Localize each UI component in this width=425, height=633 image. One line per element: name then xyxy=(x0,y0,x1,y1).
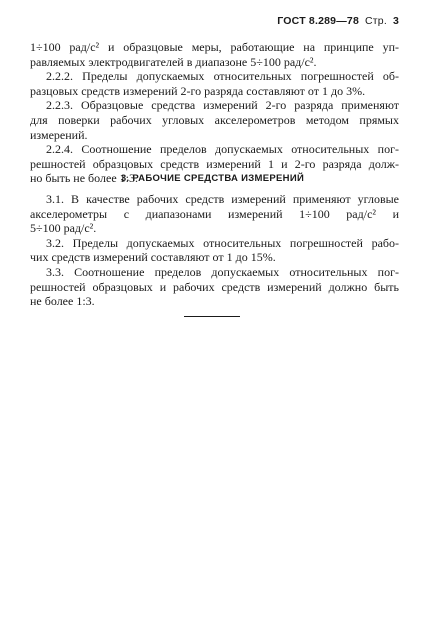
page-label: Стр. xyxy=(365,15,387,27)
text-line: но быть не более 1:3. xyxy=(30,171,138,186)
section-2-text xyxy=(30,40,399,186)
section-3-title: 3. РАБОЧИЕ СРЕДСТВА ИЗМЕРЕНИЙ xyxy=(120,173,305,184)
text-line: не более 1:3. xyxy=(30,294,95,309)
text-line: акселерометры с диапазонами измерений 1÷100 рад/с² и xyxy=(30,206,399,221)
page-header xyxy=(277,15,399,27)
text-line: разцовых средств измерений 2-го разряда составляют от 1 до 3%. xyxy=(30,83,366,98)
text-line: 5÷100 рад/с². xyxy=(30,221,97,236)
page-number: 3 xyxy=(392,15,399,27)
section-3-text xyxy=(30,192,399,309)
closing-rule xyxy=(184,316,240,317)
standard-code: ГОСТ 8.289—78 xyxy=(277,15,359,27)
text-line: для поверки рабочих угловых акселерометров методом прямых xyxy=(30,112,399,127)
text-line: 2.2.3. Образцовые средства измерений 2-го разряда применяют xyxy=(46,98,399,113)
text-line: 1÷100 рад/с² и образцовые меры, работающие на принципе уп- xyxy=(30,40,399,54)
text-line: 3.3. Соотношение пределов допускаемых относительных пог- xyxy=(46,264,399,279)
text-line: решностей образцовых средств измерений 1 и 2-го разряда долж- xyxy=(30,156,399,171)
text-line: измерений. xyxy=(30,127,88,142)
text-line: 3.1. В качестве рабочих средств измерений применяют угловые xyxy=(46,192,399,206)
text-line: 2.2.4. Соотношение пределов допускаемых относительных пог- xyxy=(46,142,399,157)
text-line: равляемых электродвигателей в диапазоне 5÷100 рад/с². xyxy=(30,54,317,69)
text-line: решностей образцовых и рабочих средств измерений должно быть xyxy=(30,279,399,294)
text-line: 2.2.2. Пределы допускаемых относительных погрешностей об- xyxy=(46,69,399,84)
text-line: 3.2. Пределы допускаемых относительных погрешностей рабо- xyxy=(46,235,399,250)
text-line: чих средств измерений составляют от 1 до 15%. xyxy=(30,250,276,265)
